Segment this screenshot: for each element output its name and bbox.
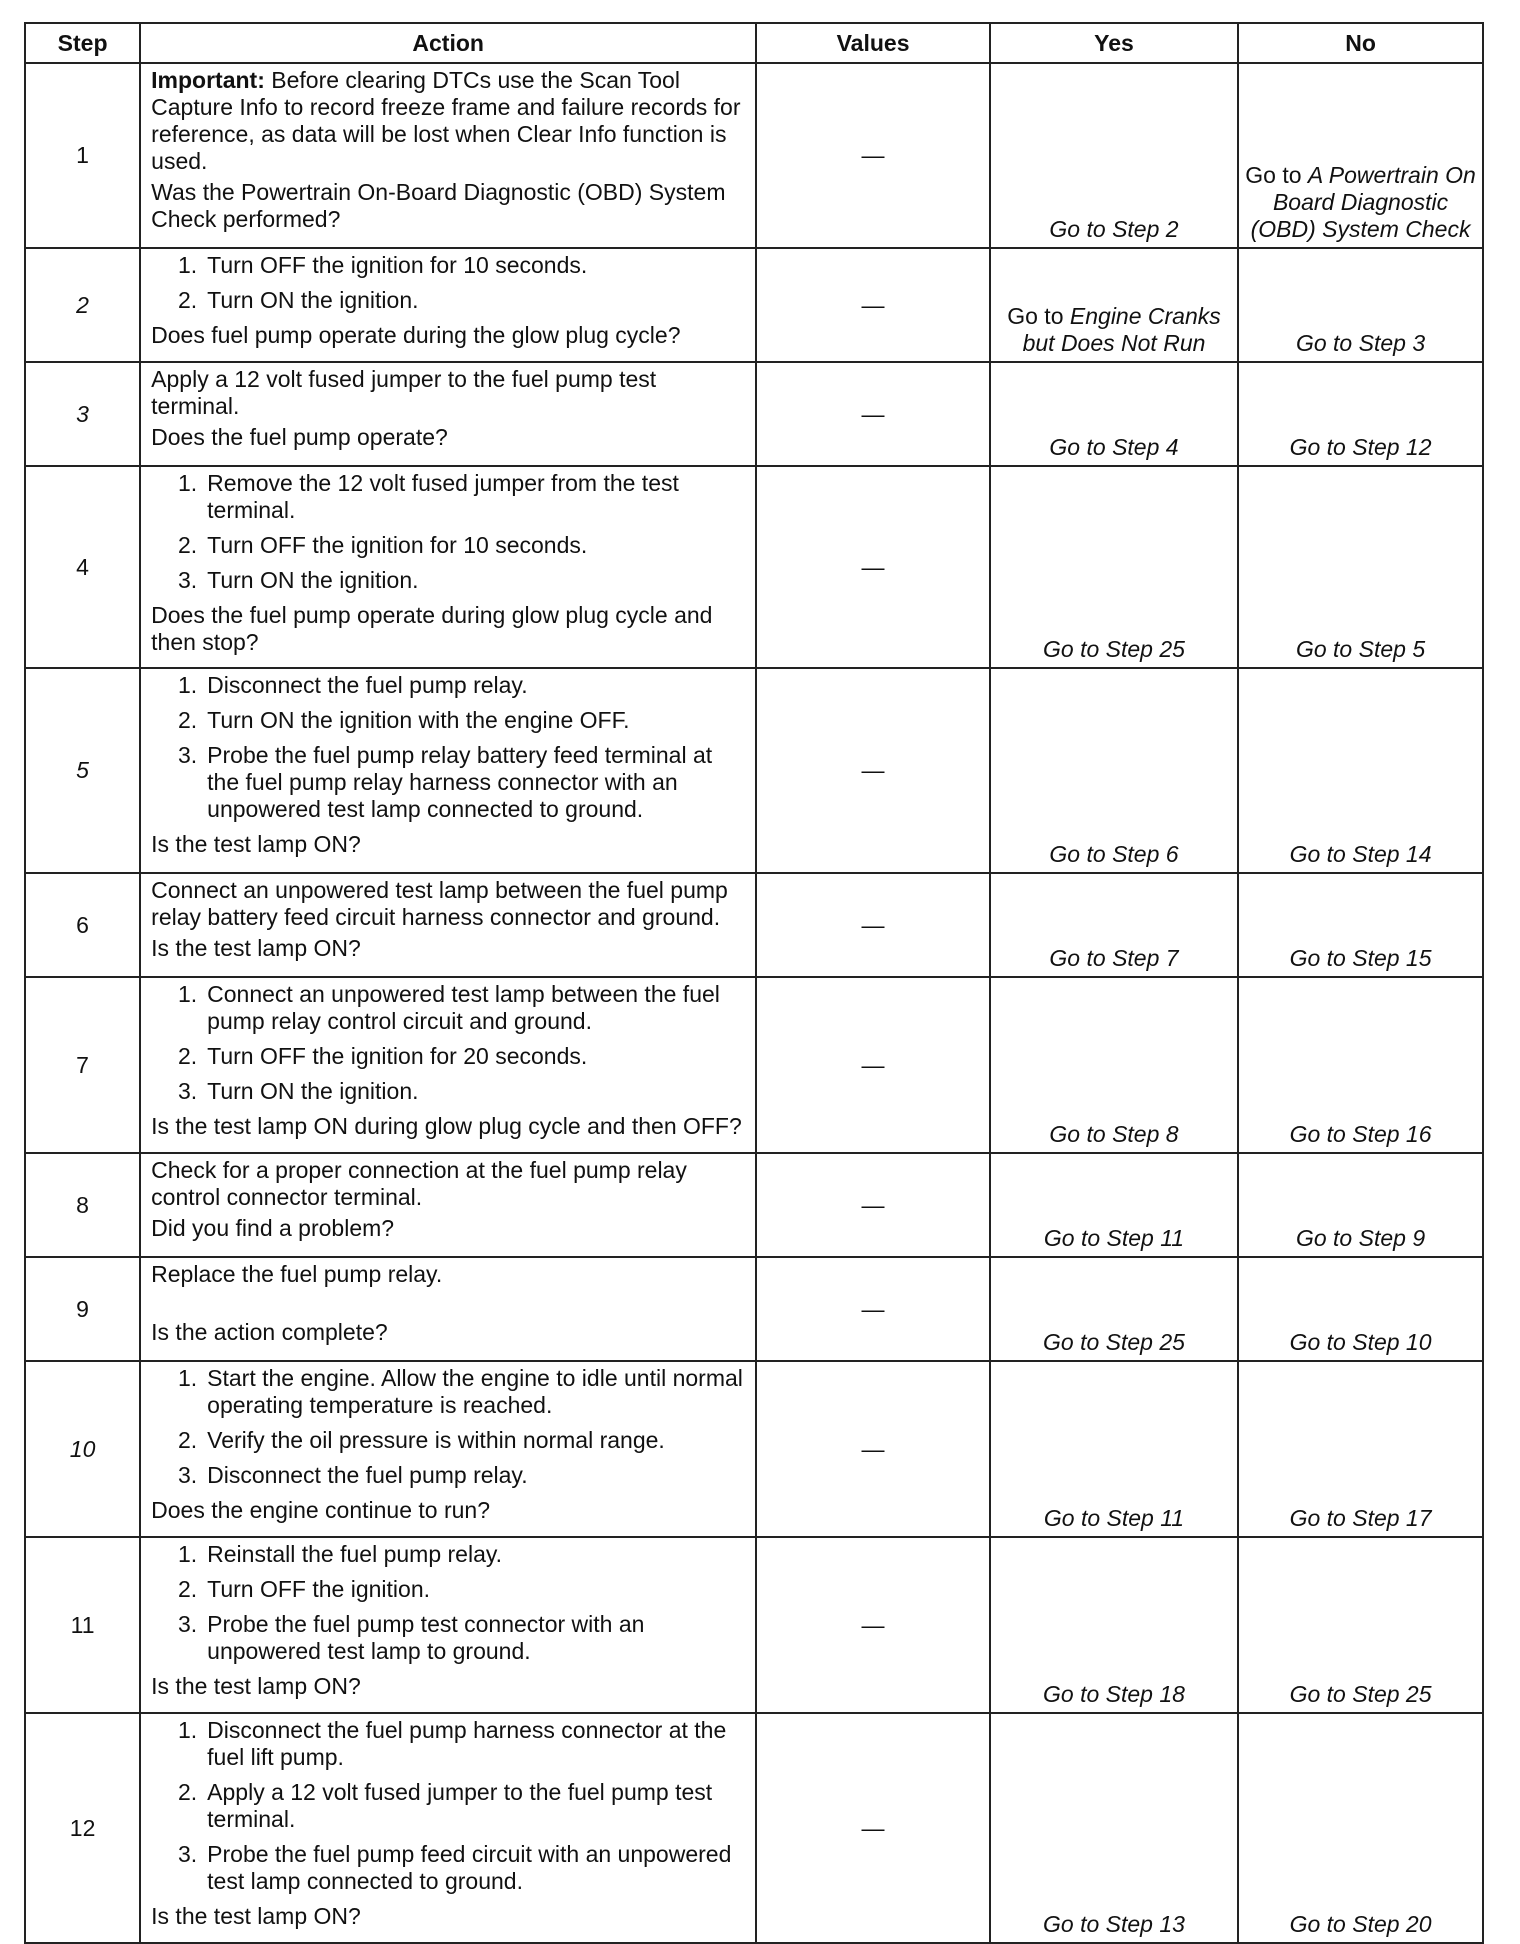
yes-link[interactable]: Engine Cranks but Does Not Run (1022, 303, 1221, 356)
list-item: 1. Connect an unpowered test lamp between the fuel pump relay control circuit and ground. (177, 981, 720, 1034)
step-number: 12 (25, 1713, 140, 1943)
values-cell: — (756, 1153, 990, 1257)
action-cell (140, 63, 756, 248)
question: Does the fuel pump operate? (151, 424, 448, 450)
question: Is the action complete? (151, 1319, 388, 1345)
question: Was the Powertrain On-Board Diagnostic (OBD) System Check performed? (151, 179, 726, 232)
no-cell[interactable]: Go to Step 12 (1238, 362, 1483, 466)
action-cell (140, 1361, 756, 1537)
yes-prefix: Go to (1007, 303, 1070, 329)
yes-cell[interactable] (990, 248, 1238, 362)
values-cell: — (756, 1257, 990, 1361)
list-item: 3. Turn ON the ignition. (177, 1078, 419, 1104)
table-row (25, 63, 1483, 248)
values-cell: — (756, 1361, 990, 1537)
list-item: 1. Turn OFF the ignition for 10 seconds. (177, 252, 588, 278)
action-text: Connect an unpowered test lamp between the fuel pump relay battery feed circuit harness connector and ground. (151, 877, 728, 930)
step-number: 9 (25, 1257, 140, 1361)
list-item: 2. Turn OFF the ignition for 20 seconds. (177, 1043, 588, 1069)
header-step: Step (25, 23, 140, 63)
table-row (25, 1257, 1483, 1361)
table-row (25, 362, 1483, 466)
table-row (25, 466, 1483, 668)
no-link[interactable]: A Powertrain On Board Diagnostic (OBD) System Check (1250, 162, 1476, 242)
action-cell (140, 873, 756, 977)
step-number: 8 (25, 1153, 140, 1257)
no-cell[interactable]: Go to Step 3 (1238, 248, 1483, 362)
table-row (25, 1537, 1483, 1713)
yes-cell[interactable]: Go to Step 25 (990, 1257, 1238, 1361)
step-number: 1 (25, 63, 140, 248)
list-item: 2. Verify the oil pressure is within normal range. (177, 1427, 665, 1453)
step-number: 6 (25, 873, 140, 977)
list-item: 2. Apply a 12 volt fused jumper to the fuel pump test terminal. (177, 1779, 713, 1832)
header-values: Values (756, 23, 990, 63)
important-note (151, 67, 745, 175)
list-item: 1. Disconnect the fuel pump relay. (177, 672, 528, 698)
list-item: 2. Turn OFF the ignition for 10 seconds. (177, 532, 588, 558)
list-item: 3. Probe the fuel pump test connector with an unpowered test lamp to ground. (177, 1611, 645, 1664)
important-label: Important: (151, 67, 265, 93)
step-number: 11 (25, 1537, 140, 1713)
question: Is the test lamp ON? (151, 1903, 361, 1929)
no-cell[interactable]: Go to Step 10 (1238, 1257, 1483, 1361)
yes-cell[interactable]: Go to Step 6 (990, 668, 1238, 873)
no-cell[interactable]: Go to Step 16 (1238, 977, 1483, 1153)
yes-cell[interactable]: Go to Step 4 (990, 362, 1238, 466)
step-number: 4 (25, 466, 140, 668)
list-item: 2. Turn ON the ignition with the engine OFF. (177, 707, 630, 733)
yes-cell[interactable]: Go to Step 8 (990, 977, 1238, 1153)
question: Does the fuel pump operate during glow plug cycle and then stop? (151, 602, 713, 655)
yes-cell[interactable]: Go to Step 7 (990, 873, 1238, 977)
action-cell (140, 668, 756, 873)
list-item: 3. Turn ON the ignition. (177, 567, 419, 593)
values-cell: — (756, 362, 990, 466)
yes-cell[interactable]: Go to Step 11 (990, 1153, 1238, 1257)
values-cell: — (756, 873, 990, 977)
no-cell[interactable]: Go to Step 9 (1238, 1153, 1483, 1257)
list-item: 1. Remove the 12 volt fused jumper from the test terminal. (177, 470, 679, 523)
yes-cell[interactable]: Go to Step 11 (990, 1361, 1238, 1537)
action-cell (140, 1153, 756, 1257)
list-item: 1. Start the engine. Allow the engine to idle until normal operating temperature is reached. (177, 1365, 743, 1418)
values-cell: — (756, 248, 990, 362)
no-cell[interactable]: Go to Step 15 (1238, 873, 1483, 977)
list-item: 1. Reinstall the fuel pump relay. (177, 1541, 503, 1567)
no-prefix: Go to (1245, 162, 1308, 188)
no-cell[interactable]: Go to Step 20 (1238, 1713, 1483, 1943)
action-cell (140, 248, 756, 362)
step-number: 7 (25, 977, 140, 1153)
table-row (25, 248, 1483, 362)
values-cell: — (756, 63, 990, 248)
table-row (25, 977, 1483, 1153)
list-item: 2. Turn ON the ignition. (177, 287, 419, 313)
yes-cell[interactable]: Go to Step 13 (990, 1713, 1238, 1943)
action-cell (140, 362, 756, 466)
diagnostic-table (24, 22, 1484, 1944)
list-item: 1. Disconnect the fuel pump harness connector at the fuel lift pump. (177, 1717, 727, 1770)
header-action: Action (140, 23, 756, 63)
yes-cell[interactable]: Go to Step 18 (990, 1537, 1238, 1713)
diagnostic-table-sheet (24, 22, 1484, 1944)
question: Is the test lamp ON? (151, 935, 361, 961)
table-row (25, 1361, 1483, 1537)
question: Is the test lamp ON during glow plug cycle and then OFF? (151, 1113, 742, 1139)
list-item: 3. Probe the fuel pump relay battery feed terminal at the fuel pump relay harness connector with an unpowered test lamp connected to ground. (177, 742, 713, 822)
action-cell (140, 466, 756, 668)
question: Does fuel pump operate during the glow plug cycle? (151, 322, 681, 348)
list-item: 3. Disconnect the fuel pump relay. (177, 1462, 528, 1488)
action-cell (140, 1713, 756, 1943)
action-text: Check for a proper connection at the fuel pump relay control connector terminal. (151, 1157, 687, 1210)
question: Does the engine continue to run? (151, 1497, 491, 1523)
values-cell: — (756, 1537, 990, 1713)
list-item: 2. Turn OFF the ignition. (177, 1576, 431, 1602)
table-row (25, 873, 1483, 977)
table-row (25, 668, 1483, 873)
no-cell[interactable]: Go to Step 14 (1238, 668, 1483, 873)
values-cell: — (756, 1713, 990, 1943)
step-number: 3 (25, 362, 140, 466)
list-item: 3. Probe the fuel pump feed circuit with an unpowered test lamp connected to ground. (177, 1841, 732, 1894)
action-text: Apply a 12 volt fused jumper to the fuel pump test terminal. (151, 366, 657, 419)
action-cell (140, 1257, 756, 1361)
header-no: No (1238, 23, 1483, 63)
no-cell[interactable]: Go to Step 25 (1238, 1537, 1483, 1713)
header-yes: Yes (990, 23, 1238, 63)
table-row (25, 1153, 1483, 1257)
question: Is the test lamp ON? (151, 1673, 361, 1699)
values-cell: — (756, 977, 990, 1153)
no-cell[interactable]: Go to Step 5 (1238, 466, 1483, 668)
question: Did you find a problem? (151, 1215, 395, 1241)
step-number: 2 (25, 248, 140, 362)
question: Is the test lamp ON? (151, 831, 361, 857)
important-text: Before clearing DTCs use the Scan Tool Capture Info to record freeze frame and failure records for reference, as data will be lost when Clear Info function is used. (151, 67, 741, 174)
no-cell[interactable] (1238, 63, 1483, 248)
action-cell (140, 1537, 756, 1713)
yes-cell[interactable]: Go to Step 2 (990, 63, 1238, 248)
values-cell: — (756, 668, 990, 873)
action-text: Replace the fuel pump relay. (151, 1261, 443, 1287)
values-cell: — (756, 466, 990, 668)
header-row (25, 23, 1483, 63)
step-number: 10 (25, 1361, 140, 1537)
no-cell[interactable]: Go to Step 17 (1238, 1361, 1483, 1537)
yes-cell[interactable]: Go to Step 25 (990, 466, 1238, 668)
action-cell (140, 977, 756, 1153)
step-number: 5 (25, 668, 140, 873)
table-row (25, 1713, 1483, 1943)
